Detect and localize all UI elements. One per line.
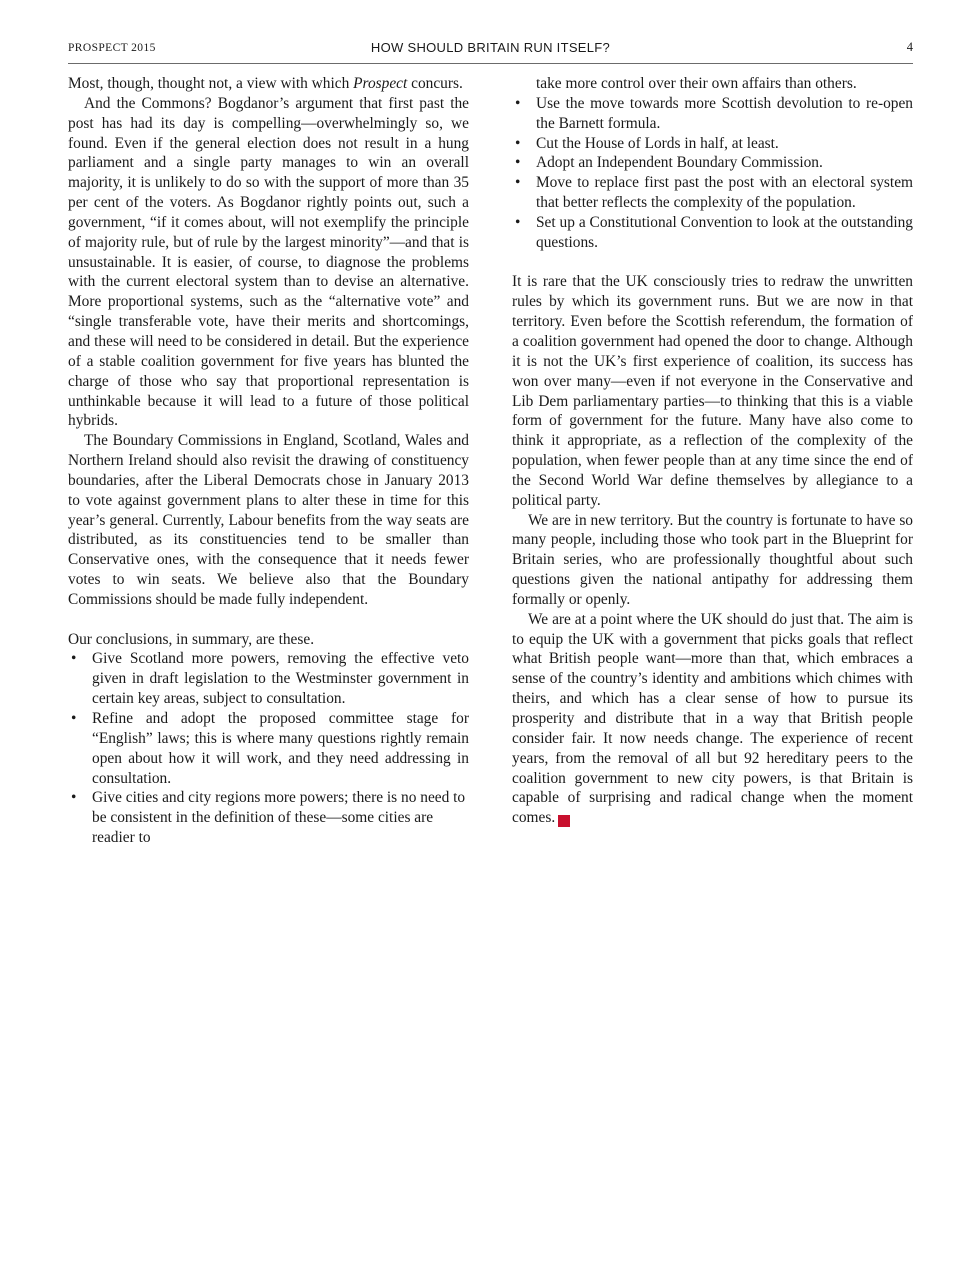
list-item	[512, 173, 913, 213]
right-conclusions-list	[512, 74, 913, 253]
list-item-text: Move to replace first past the post with an electoral system that better reflects the complexity of the population.	[536, 174, 913, 212]
paragraph-lead-text: Most, though, thought not, a view with which	[68, 75, 354, 92]
paragraph-new-territory: We are in new territory. But the country is fortunate to have so many people, including those who took part in the Blueprint for Britain series, who are professionally thoughtful about such questions given the national antipathy for addressing them formally or openly.	[512, 511, 913, 608]
list-item-text: Give Scotland more powers, removing the effective veto given in draft legislation to the Westminster government in certain key areas, subject to consultation.	[92, 650, 469, 708]
body-columns	[68, 74, 913, 848]
running-head	[68, 40, 913, 64]
paragraph-boundary-commissions: The Boundary Commissions in England, Scotland, Wales and Northern Ireland should also revisit the drawing of constituency boundaries, after the Liberal Democrats chose in January 2013 to vote against government plans to alter these in time for this year’s general. Currently, Labour benefits from the way seats are distributed, as its constituencies tend to be smaller than Conservative ones, with the consequence that it needs fewer votes to win seats. We believe also that the Boundary Commissions should be made fully independent.	[68, 432, 469, 608]
bullet-point-icon: •	[515, 94, 521, 112]
left-column	[68, 74, 469, 848]
list-item-text: Give cities and city regions more powers; there is no need to be consistent in the definition of these—some cities are readier to	[92, 789, 466, 847]
list-item	[68, 788, 469, 848]
list-item-text: Use the move towards more Scottish devolution to re-open the Barnett formula.	[536, 94, 913, 132]
header-rule	[68, 63, 913, 64]
list-item	[512, 153, 913, 173]
bullet-point-icon: •	[71, 789, 77, 807]
list-item-text: Refine and adopt the proposed committee stage for “English” laws; this is where many questions rightly remain open about how it will work, and they need addressing in consultation.	[92, 710, 469, 787]
bullet-point-icon: •	[515, 174, 521, 192]
list-item	[512, 213, 913, 253]
list-item-text: Cut the House of Lords in half, at least.	[536, 134, 779, 152]
list-item-continuation	[512, 74, 913, 94]
bullet-point-icon: •	[515, 134, 521, 152]
list-item-text: Set up a Constitutional Convention to look at the outstanding questions.	[536, 213, 913, 251]
prospect-end-mark-icon: P	[558, 815, 570, 827]
paragraph-closing-text: We are at a point where the UK should do just that. The aim is to equip the UK with a government that picks goals that reflect what British people want—more than that, which embraces a sense of the country’s identity and ambitions which chimes with theirs, and which has a clear sense of how to pursue its prosperity and distribute that in a way that British people consider fair. It now needs change. The experience of recent years, from the removal of all but 92 hereditary peers to the coalition government to new city powers, is that Britain is capable of surprising and radical change when the moment comes.	[512, 610, 913, 827]
page-number: 4	[906, 40, 913, 54]
publication-label: PROSPECT 2015	[68, 42, 156, 54]
list-item	[68, 649, 469, 709]
left-conclusions-list	[68, 649, 469, 847]
right-column	[512, 74, 913, 848]
list-item	[68, 709, 469, 788]
bullet-point-icon: •	[515, 154, 521, 172]
running-head-row	[68, 40, 913, 58]
list-item-text: take more control over their own affairs than others.	[536, 75, 857, 92]
paragraph-gap	[512, 253, 913, 273]
paragraph-most-though	[68, 74, 469, 94]
bullet-point-icon: •	[71, 710, 77, 727]
article-title: HOW SHOULD BRITAIN RUN ITSELF?	[370, 40, 611, 55]
bullet-point-icon: •	[71, 650, 77, 668]
prospect-italic: Prospect	[353, 75, 408, 92]
bullet-point-icon: •	[515, 213, 521, 231]
list-item	[512, 134, 913, 154]
list-item	[512, 94, 913, 134]
paragraph-closing	[512, 610, 913, 828]
list-item-text: Adopt an Independent Boundary Commission.	[536, 154, 823, 172]
conclusions-lead-in: Our conclusions, in summary, are these.	[68, 630, 315, 648]
paragraph-unwritten-rules: It is rare that the UK consciously tries to redraw the unwritten rules by which its government runs. But we are now in that territory. Even before the Scottish referendum, the formation of a coalition government had opened the door to change. Although it is not the UK’s first experience of coalition, its success has won over many—even if not everyone in the Conservative and Lib Dem parliamentary parties—to thinking that this is a viable form of government for the future. Many have also come to think it appropriate, as a reflection of the complexity of the population, when fewer people than at any time since the end of the Second World War define themselves by allegiance to a political party.	[512, 273, 913, 509]
paragraph-tail-text: concurs.	[407, 75, 463, 92]
paragraph-gap	[68, 610, 469, 630]
paragraph-and-the-commons: And the Commons? Bogdanor’s argument that first past the post has had its day is compelling—overwhelmingly so, we found. Even if the general election does not result in a hung parliament and a single party manages to win an overall majority, it is unlikely to do so with the support of more than 35 per cent of the voters. As Bogdanor rightly points out, such a government, “if it comes about, will not exemplify the principle of majority rule, but of rule by the largest minority”—and that is unsustainable. It is easier, of course, to diagnose the problems with the current electoral system than to devise an alternative. More proportional systems, such as the “alternative vote” and “single transferable vote, have their merits and shortcomings, and these will need to be considered in detail. But the experience of a stable coalition government for five years has blunted the charge of those who say that proportional representation is unthinkable because it will lead to a future of those political hybrids.	[68, 94, 469, 430]
